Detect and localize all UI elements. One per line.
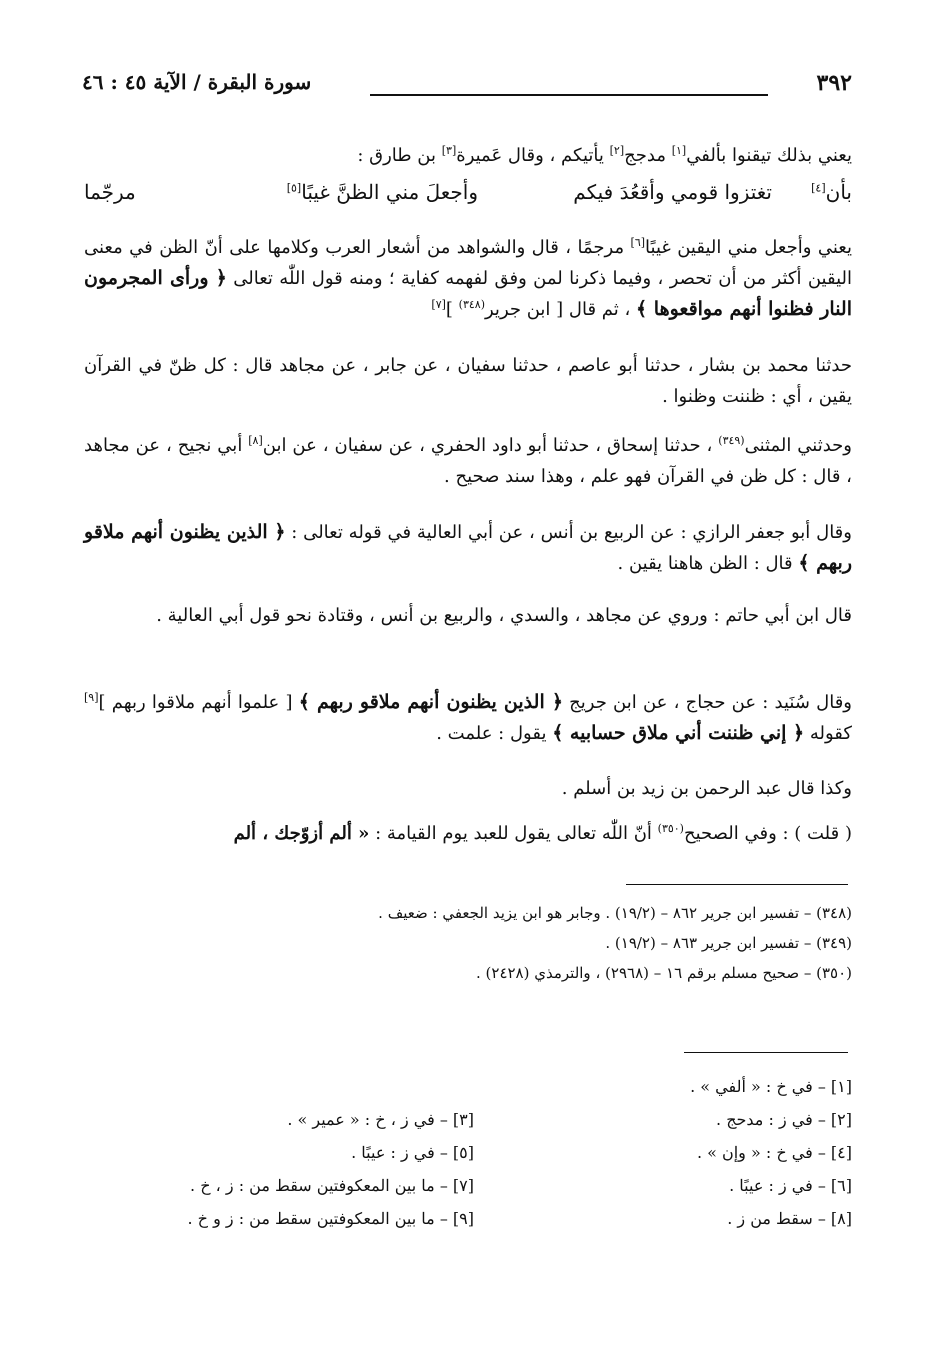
variant-6: [٦] – في ز : عيبًا . — [729, 1176, 852, 1195]
footnote-348: (٣٤٨) – تفسير ابن جرير ٨٦٢ – (١٩/٢) . وجابر هو ابن يزيد الجعفي : ضعيف . — [378, 904, 852, 922]
poem-part-3: وأجعلَ مني الظنَّ غيبًا[٥] — [286, 180, 478, 204]
quran-verse: ﴿ الذين يظنون أنهم ملاقو ربهم ﴾ — [298, 691, 563, 713]
variants-left-column — [187, 1103, 474, 1235]
quran-verse: ﴿ ورأى المجرمون النار فظنوا أنهم مواقعوها ﴾ — [84, 267, 852, 320]
paragraph-5: وقال أبو جعفر الرازي : عن الربيع بن أنس ، عن أبي العالية في قوله تعالى : ﴿ الذين يظنون أنهم ملاقو ربهم ﴾ قال : الظن هاهنا يقين . — [84, 521, 852, 574]
variant-7: [٧] – ما بين المعكوفتين سقط من : ز ، خ . — [190, 1176, 474, 1195]
paragraph-4: وحدثني المثنى$^{(٣٤٩)}$ ، حدثنا إسحاق ، حدثنا أبو داود الحفري ، عن سفيان ، عن ابن[٨] أبي نجيح ، عن مجاهد ، قال : كل ظن في القرآن فهو علم ، وهذا سند صحيح . — [84, 434, 852, 487]
poem-part-4: مرجّما — [84, 180, 136, 204]
variant-marker: [٦] — [630, 236, 646, 249]
variant-1: [١] – في خ : « ألفي » . — [690, 1077, 852, 1096]
footnote-349: (٣٤٩) – تفسير ابن جرير ٨٦٣ – (١٩/٢) . — [605, 934, 852, 952]
running-title: سورة البقرة / الآية ٤٥ : ٤٦ — [82, 70, 312, 94]
quran-verse: ﴿ الذين يظنون أنهم ملاقو ربهم ﴾ — [84, 521, 852, 574]
paragraph-8: وكذا قال عبد الرحمن بن زيد بن أسلم . — [561, 778, 852, 799]
footnote-ref: (٣٤٩) — [718, 434, 745, 447]
footnotes — [200, 898, 852, 988]
paragraph-3: حدثنا محمد بن بشار ، حدثنا أبو عاصم ، حدثنا سفيان ، عن جابر ، عن مجاهد قال : كل ظنّ في القرآن يقين ، أي : ظننت وظنوا . — [84, 355, 852, 407]
variant-3: [٣] – في ز ، خ : « عمير » . — [287, 1110, 474, 1129]
footnote-ref: (٣٥٠) — [657, 822, 684, 835]
variant-marker: [١] — [671, 144, 687, 157]
variant-marker: [٩] — [84, 691, 99, 704]
variant-9: [٩] – ما بين المعكوفتين سقط من : ز و خ . — [187, 1209, 474, 1228]
header-rule — [370, 94, 768, 96]
variants-rule — [684, 1052, 848, 1053]
quran-verse: ﴿ إني ظننت أني ملاق حسابيه ﴾ — [552, 722, 805, 744]
page-header — [82, 70, 852, 104]
poem-part-1: بأن[٤] — [811, 180, 852, 204]
paragraph-1: يعني بذلك تيقنوا بألفي[١] مدجج[٢] يأتيكم ، وقال عَميرة[٣] بن طارق : — [357, 144, 852, 166]
variant-4: [٤] – في خ : « وإن » . — [696, 1143, 852, 1162]
paragraph-6: قال ابن أبي حاتم : وروي عن مجاهد ، والسدي ، والربيع بن أنس ، وقتادة نحو قول أبي العالية . — [156, 605, 852, 626]
variant-2: [٢] – في ز : مدحج . — [716, 1110, 852, 1129]
variant-marker: [٢] — [609, 144, 625, 157]
footnote-350: (٣٥٠) – صحيح مسلم برقم ١٦ – (٢٩٦٨) ، والترمذي (٢٤٢٨) . — [476, 964, 852, 982]
poem-verse — [84, 180, 852, 216]
paragraph-9: ( قلت ) : وفي الصحيح$^{(٣٥٠)}$ أنّ اللّٰه تعالى يقول للعبد يوم القيامة : « ألم أزوّجك ، ألم — [233, 822, 852, 844]
variant-marker: [٨] — [248, 434, 263, 447]
hadith-quote: « ألم أزوّجك ، ألم — [233, 823, 370, 844]
poem-part-2: تغتزوا قومي وأقعُدَ فيكم — [573, 180, 772, 204]
footnote-ref: (٣٤٨) — [458, 298, 485, 311]
variants-right-column — [690, 1070, 852, 1235]
variant-5: [٥] – في ز : عيبًا . — [351, 1143, 474, 1162]
page-number: ٣٩٢ — [816, 70, 852, 96]
variant-8: [٨] – سقط من ز . — [727, 1209, 852, 1228]
variant-marker: [٧] — [431, 298, 446, 311]
paragraph-7: وقال سُنَيد : عن حجاج ، عن ابن جريج ﴿ الذين يظنون أنهم ملاقو ربهم ﴾ [ علموا أنهم ملاقوا ربهم ][٩] كقوله ﴿ إني ظننت أني ملاق حسابيه ﴾ يقول : علمت . — [84, 691, 852, 744]
footnote-rule — [626, 884, 848, 885]
variant-marker: [٣] — [441, 144, 457, 157]
paragraph-2: يعني وأجعل مني اليقين غيبًا[٦] مرجمًا ، قال والشواهد من أشعار العرب وكلامها على أنّ الظن في معنى اليقين أكثر من أن تحصر ، وفيما ذكرنا لمن وفق لفهمه كفاية ؛ ومنه قول اللّٰه تعالى ﴿ ورأى المجرمون النار فظنوا أنهم مواقعوها ﴾ ، ثم قال [ ابن جرير$^{(٣٤٨)}$ ][٧] — [84, 236, 852, 320]
